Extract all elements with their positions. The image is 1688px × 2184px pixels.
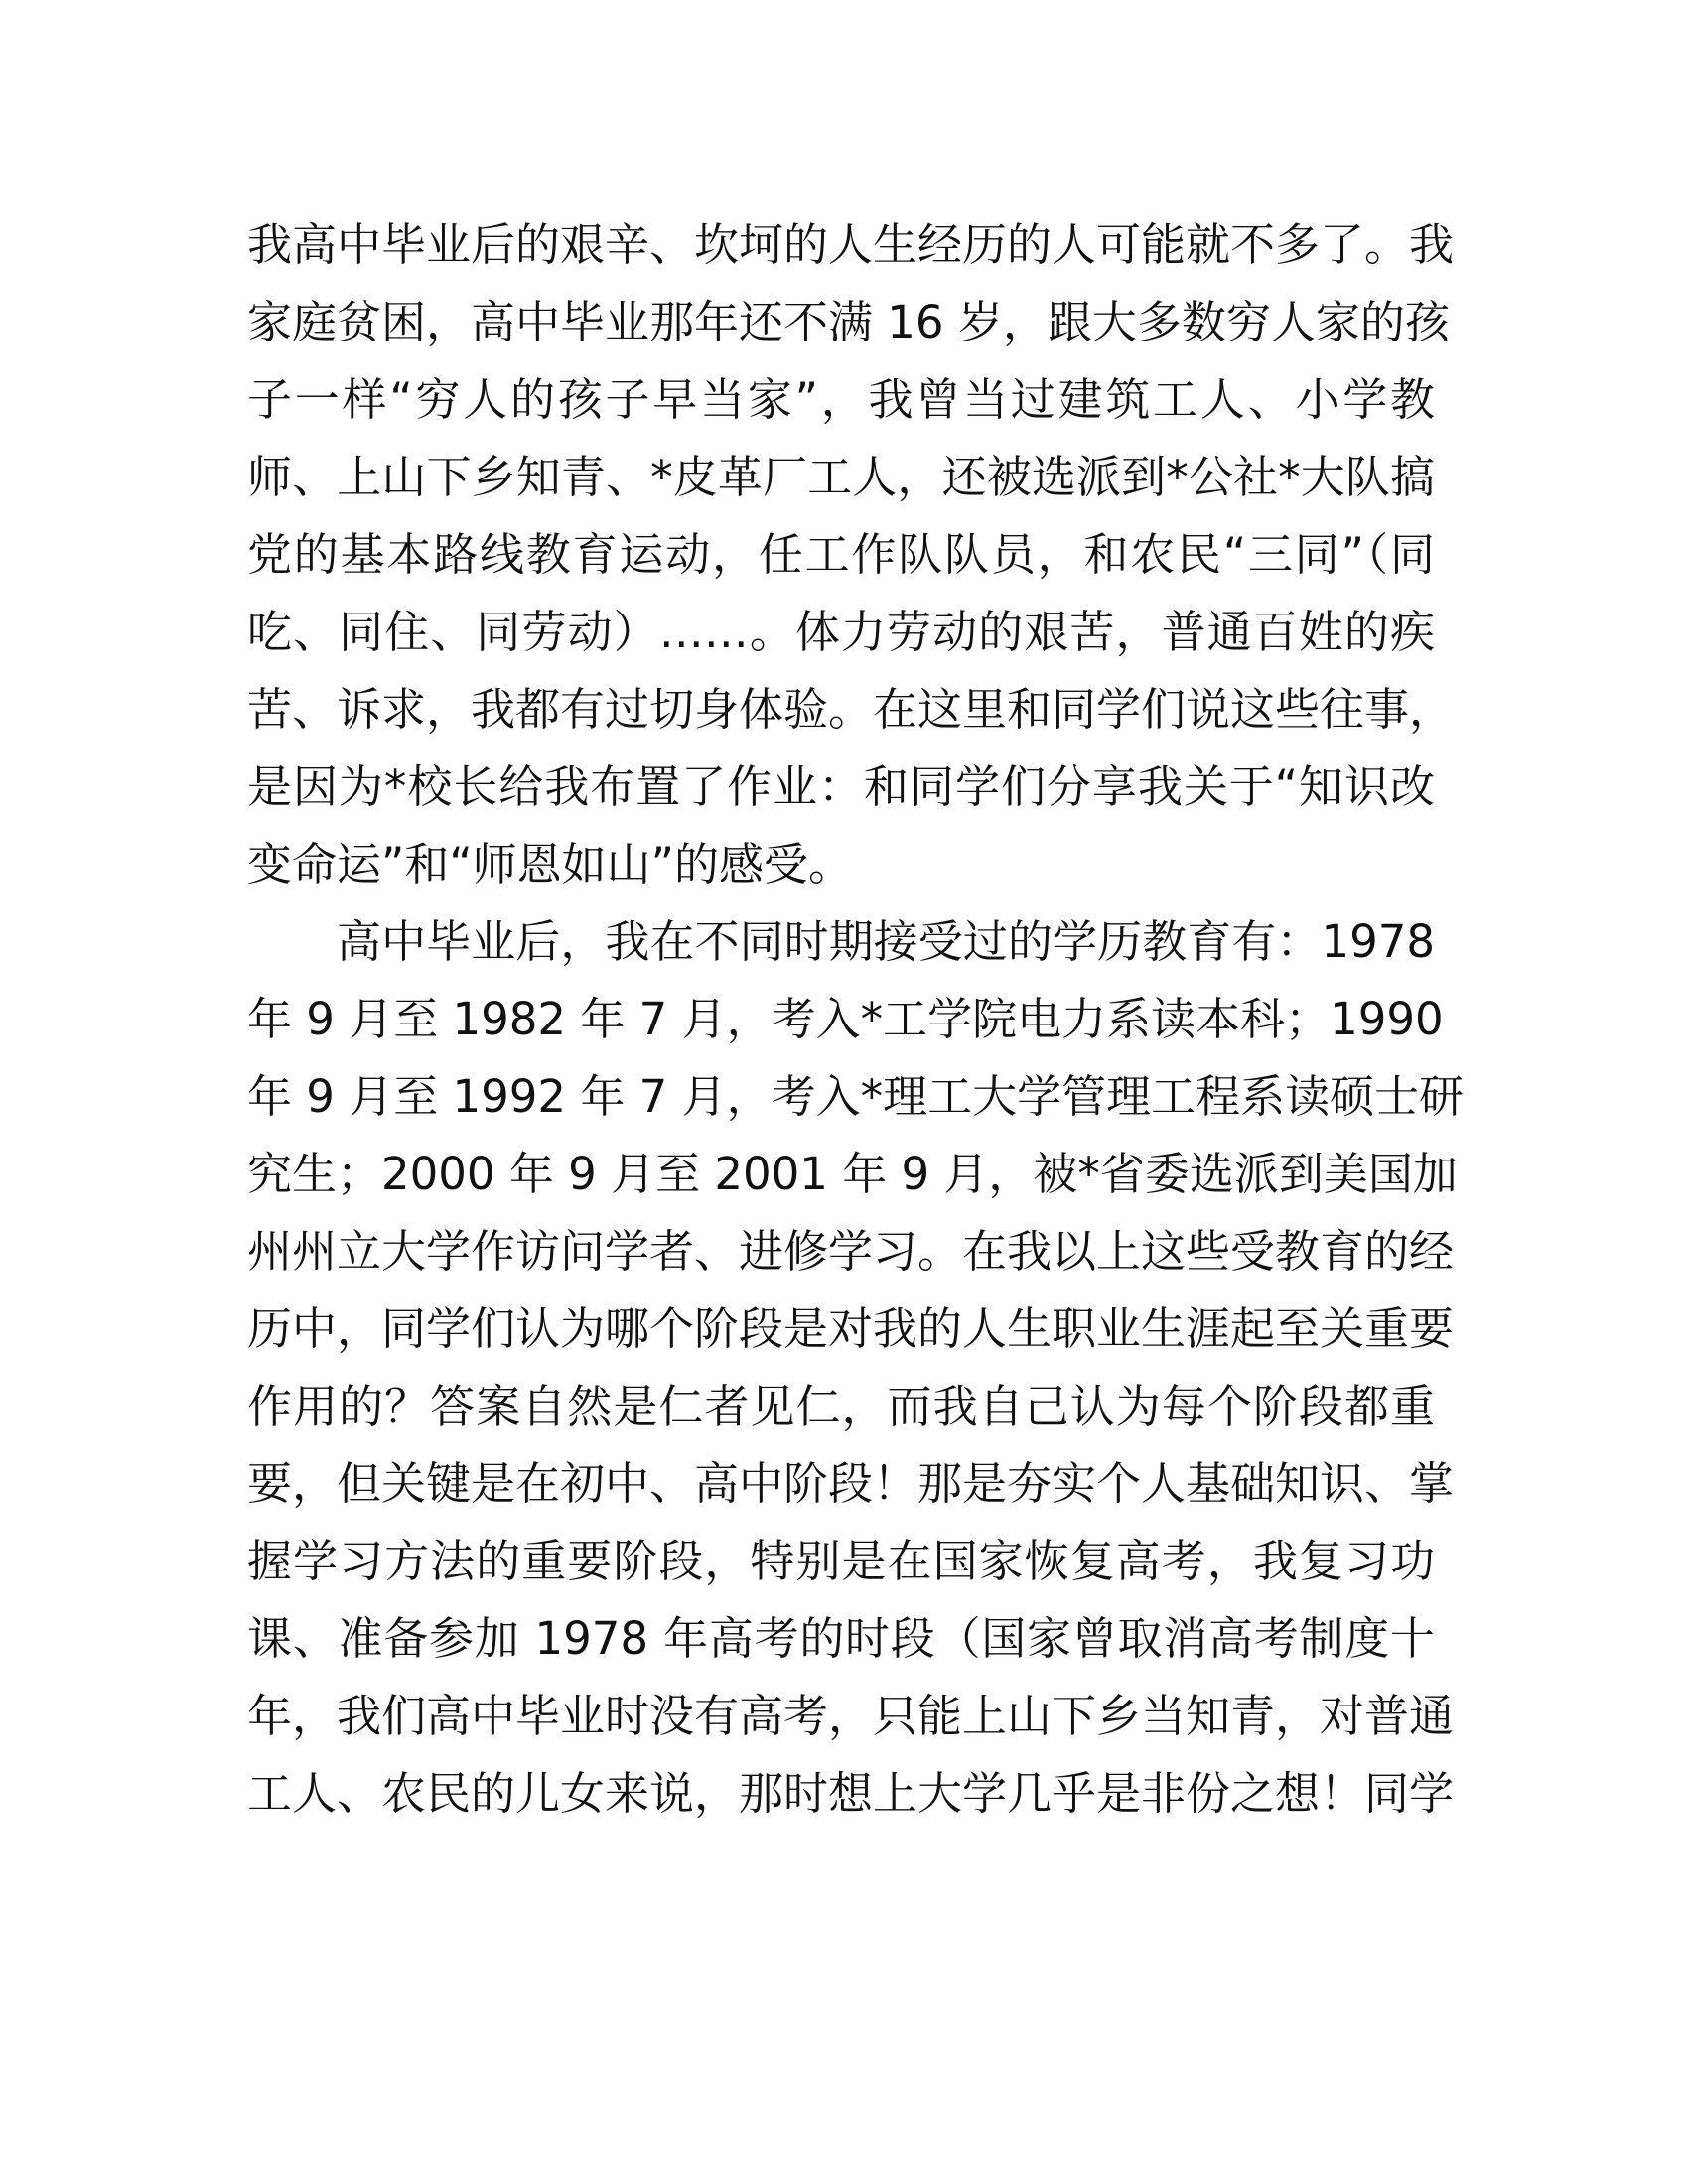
text-line: 是因为*校长给我布置了作业：和同学们分享我关于“知识改: [247, 760, 1435, 813]
text-line: 家庭贫困，高中毕业那年还不满 16 岁，跟大多数穷人家的孩: [247, 296, 1450, 348]
text-line: 年 9 月至 1982 年 7 月，考入*工学院电力系读本科；1990: [247, 993, 1444, 1045]
text-line: 师、上山下乡知青、*皮革厂工人，还被选派到*公社*大队搞: [247, 451, 1435, 503]
text-line: 州州立大学作访问学者、进修学习。在我以上这些受教育的经: [247, 1225, 1455, 1278]
text-line: 变命运”和“师恩如山”的感受。: [247, 838, 853, 890]
text-line: 握学习方法的重要阶段，特别是在国家恢复高考，我复习功: [247, 1535, 1435, 1587]
text-line: 年，我们高中毕业时没有高考，只能上山下乡当知青，对普通: [247, 1690, 1455, 1742]
text-line: 历中，同学们认为哪个阶段是对我的人生职业生涯起至关重要: [247, 1302, 1455, 1355]
text-line: 课、准备参加 1978 年高考的时段（国家曾取消高考制度十: [247, 1612, 1435, 1665]
text-line: 作用的？答案自然是仁者见仁，而我自己认为每个阶段都重: [247, 1380, 1435, 1433]
body-text: [247, 206, 1465, 1833]
text-line: 年 9 月至 1992 年 7 月，考入*理工大学管理工程系读硕士研: [247, 1070, 1465, 1123]
text-line: 吃、同住、同劳动）……。体力劳动的艰苦，普通百姓的疾: [247, 606, 1435, 658]
text-line: 要，但关键是在初中、高中阶段！那是夯实个人基础知识、掌: [247, 1457, 1455, 1510]
text-line: 我高中毕业后的艰辛、坎坷的人生经历的人可能就不多了。我: [247, 218, 1455, 271]
text-line: 苦、诉求，我都有过切身体验。在这里和同学们说这些往事，: [247, 683, 1455, 736]
text-line: 工人、农民的儿女来说，那时想上大学几乎是非份之想！同学: [247, 1767, 1455, 1820]
text-line: 高中毕业后，我在不同时期接受过的学历教育有：1978: [337, 915, 1435, 968]
text-line: 子一样“穷人的孩子早当家”，我曾当过建筑工人、小学教: [247, 373, 1435, 426]
text-line: 党的基本路线教育运动，任工作队队员，和农民“三同”（同: [247, 528, 1435, 581]
text-line: 究生；2000 年 9 月至 2001 年 9 月，被*省委选派到美国加: [247, 1148, 1458, 1200]
paragraph-1: [247, 206, 1455, 903]
paragraph-2: [247, 903, 1465, 1833]
